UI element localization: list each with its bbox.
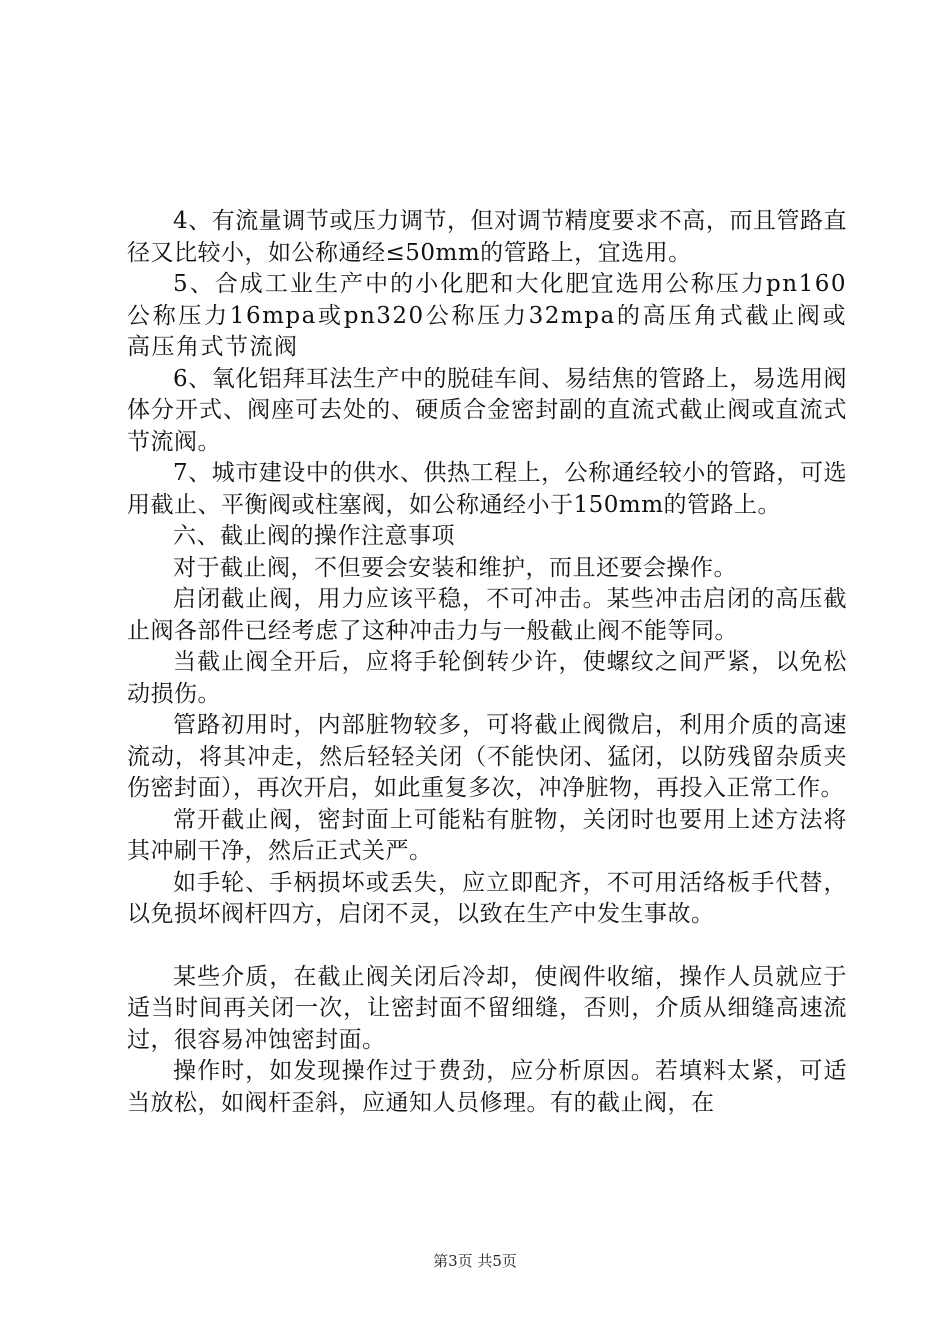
section-heading: 六、截止阀的操作注意事项 bbox=[173, 523, 455, 549]
paragraph-full-open: 当截止阀全开后，应将手轮倒转少许，使螺纹之间严紧，以免松动损伤。 bbox=[127, 649, 847, 707]
paragraph-normally-open: 常开截止阀，密封面上可能粘有脏物，关闭时也要用上述方法将其冲刷干净，然后正式关严。 bbox=[127, 806, 847, 864]
paragraph-handwheel: 如手轮、手柄损坏或丢失，应立即配齐，不可用活络板手代替，以免损坏阀杆四方，启闭不灵，以致在生产中发生事故。 bbox=[127, 869, 847, 927]
paragraph-intro: 对于截止阀，不但要会安装和维护，而且还要会操作。 bbox=[173, 554, 737, 581]
paragraph-item-7: 7、城市建设中的供水、供热工程上，公称通经较小的管路，可选用截止、平衡阀或柱塞阀，如公称通经小于150mm的管路上。 bbox=[127, 460, 847, 518]
paragraph-medium-cooling: 某些介质，在截止阀关闭后冷却，使阀件收缩，操作人员就应于适当时间再关闭一次，让密封面不留细缝，否则，介质从细缝高速流过，很容易冲蚀密封面。 bbox=[127, 963, 847, 1053]
paragraph-item-4: 4、有流量调节或压力调节，但对调节精度要求不高，而且管路直径又比较小，如公称通经≤50mm的管路上，宜选用。 bbox=[127, 208, 847, 266]
document-body bbox=[127, 206, 847, 1119]
paragraph-item-6: 6、氧化铝拜耳法生产中的脱硅车间、易结焦的管路上，易选用阀体分开式、阀座可去处的、硬质合金密封副的直流式截止阀或直流式节流阀。 bbox=[127, 365, 847, 455]
paragraph-operation: 操作时，如发现操作过于费劲，应分析原因。若填料太紧，可适当放松，如阀杆歪斜，应通知人员修理。有的截止阀，在 bbox=[127, 1058, 847, 1116]
paragraph-item-5: 5、合成工业生产中的小化肥和大化肥宜选用公称压力pn160公称压力16mpa或pn320公称压力32mpa的高压角式截止阀或高压角式节流阀 bbox=[127, 271, 847, 360]
paragraph-open-close: 启闭截止阀，用力应该平稳，不可冲击。某些冲击启闭的高压截止阀各部件已经考虑了这种冲击力与一般截止阀不能等同。 bbox=[127, 586, 847, 644]
paragraph-initial-use: 管路初用时，内部脏物较多，可将截止阀微启，利用介质的高速流动，将其冲走，然后轻轻关闭（不能快闭、猛闭，以防残留杂质夹伤密封面），再次开启，如此重复多次，冲净脏物，再投入正常工作。 bbox=[127, 712, 847, 801]
page-number-footer: 第3页 共5页 bbox=[433, 1252, 517, 1270]
